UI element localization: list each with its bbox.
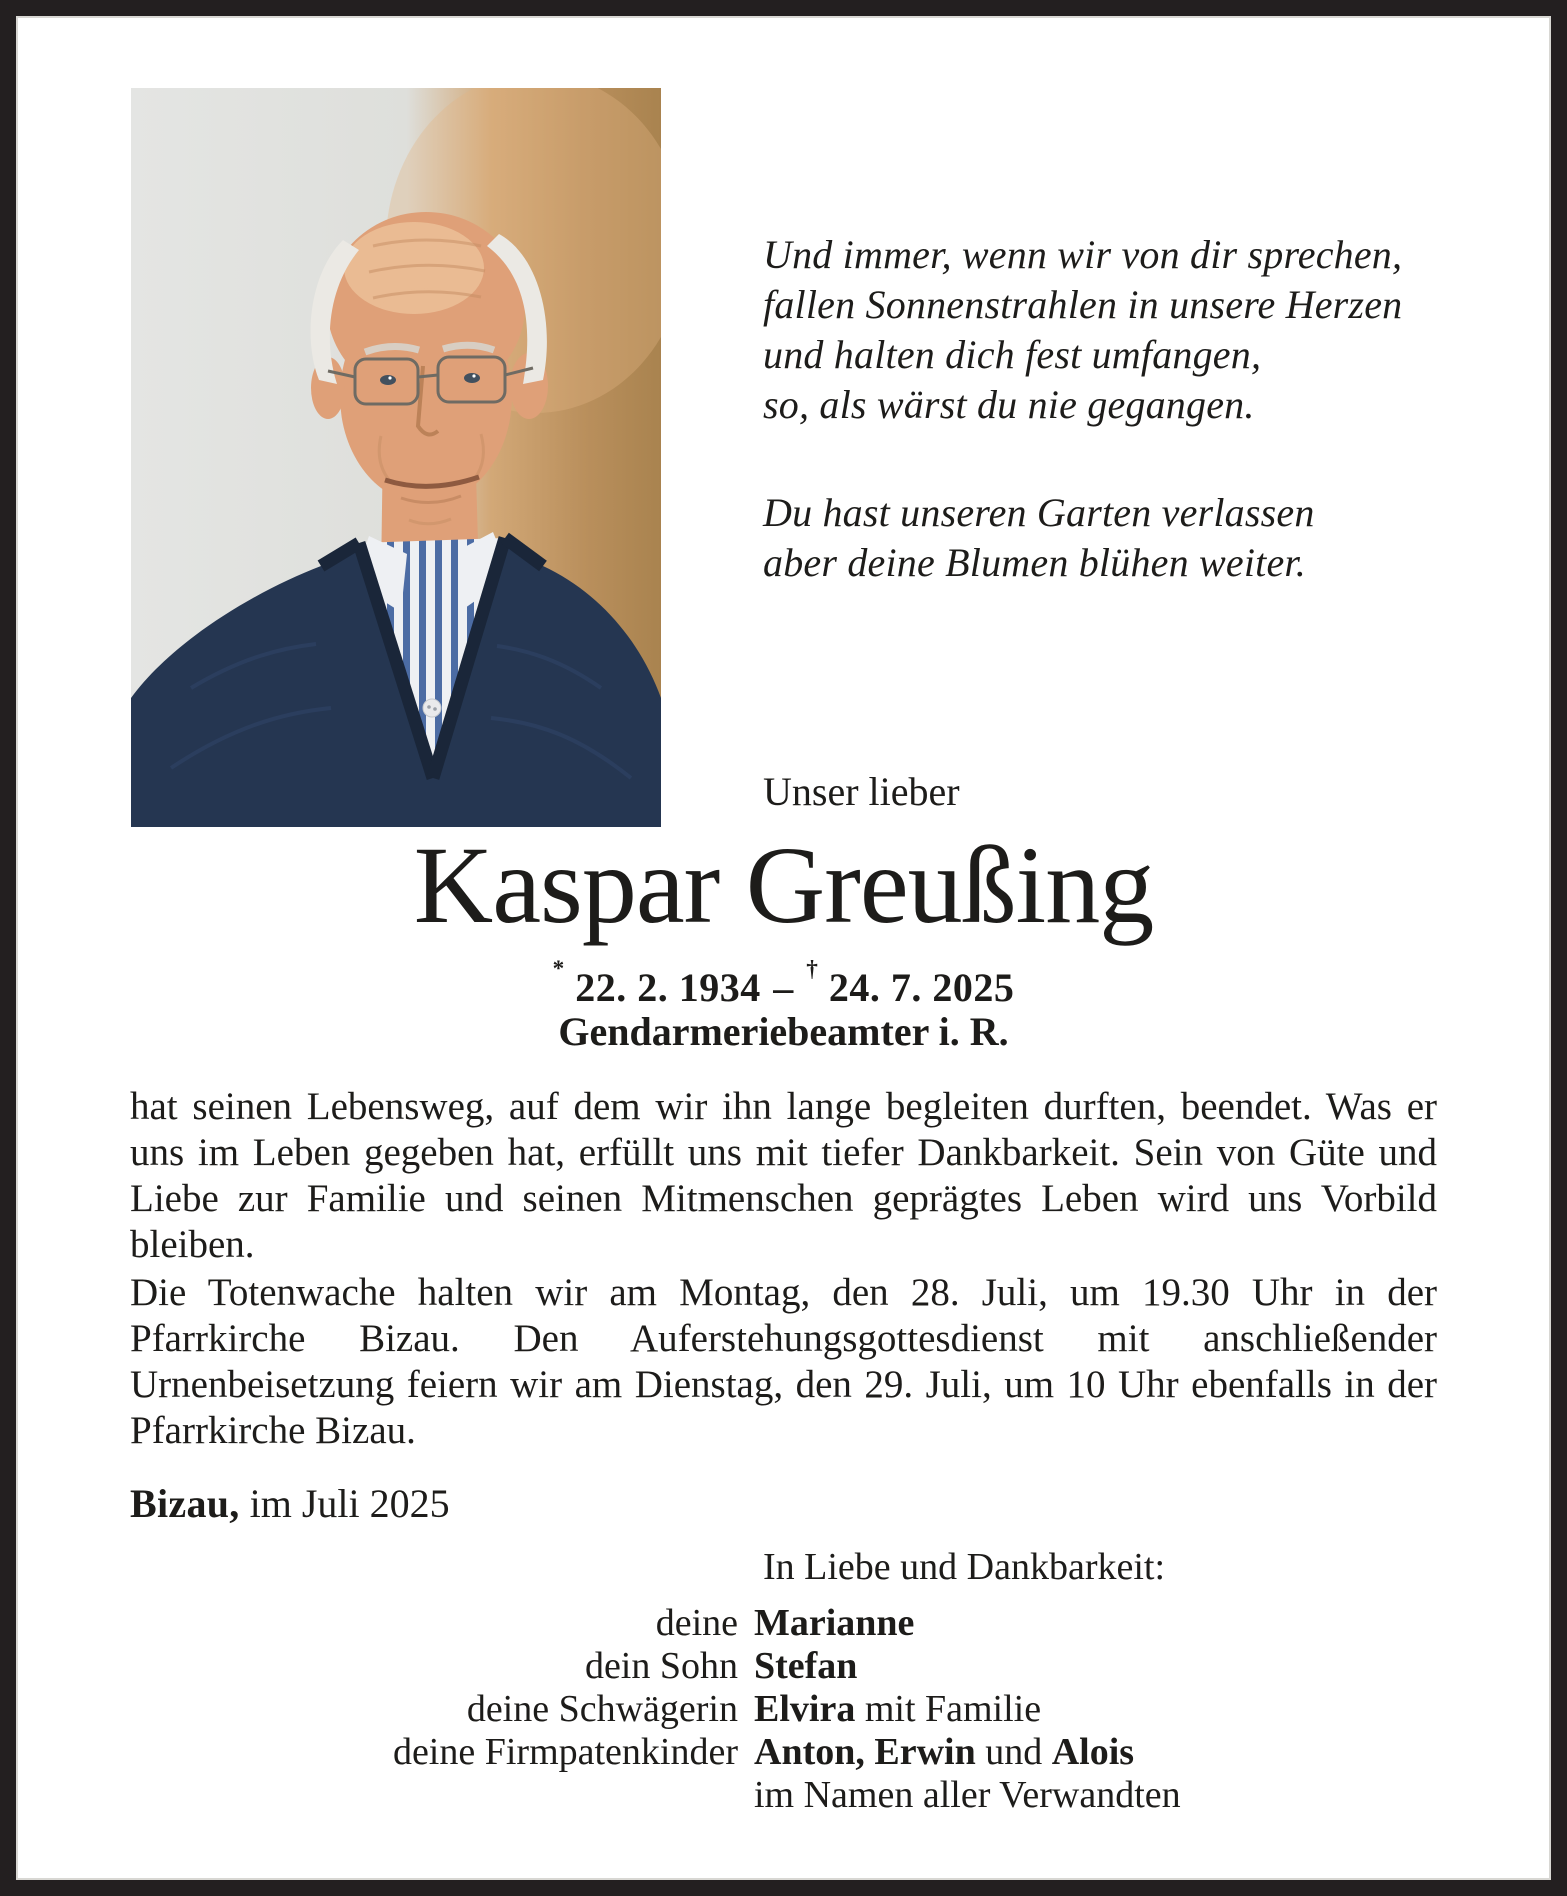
poem-line: so, als wärst du nie gegangen.	[763, 382, 1255, 427]
death-symbol: †	[806, 956, 819, 983]
signoff-relation	[130, 1774, 738, 1817]
signoff-row	[130, 1688, 1437, 1731]
signoff-closing: im Namen aller Verwandten	[754, 1774, 1181, 1816]
poem-line: Du hast unseren Garten verlassen	[763, 490, 1315, 535]
poem-line: fallen Sonnenstrahlen in unsere Herzen	[763, 282, 1403, 327]
signoff-names: Anton, Erwin und Alois	[754, 1731, 1135, 1773]
signoff-heading: In Liebe und Dankbarkeit:	[763, 1546, 1166, 1588]
signoff-names: Elvira mit Familie	[754, 1688, 1042, 1730]
profession: Gendarmeriebeamter i. R.	[558, 1009, 1009, 1054]
signoff-row	[130, 1602, 1437, 1645]
poem-stanza-1	[763, 230, 1463, 430]
signoff-names: Marianne	[754, 1602, 915, 1644]
signoff-list	[130, 1602, 1437, 1817]
poem-line: Und immer, wenn wir von dir sprechen,	[763, 232, 1403, 277]
signoff-relation: deine Firmpatenkinder	[392, 1731, 738, 1773]
dateline-date: im Juli 2025	[249, 1481, 450, 1526]
services-paragraph: Die Totenwache halten wir am Montag, den 28. Juli, um 19.30 Uhr in der Pfarrkirche Bizau. Den Auferstehungsgottesdienst mit anschließender Urnenbeisetzung feiern wir am Dienstag, den 29. Juli, um 10 Uhr ebenfalls in der Pfarrkirche Bizau.	[130, 1271, 1437, 1452]
signoff-row	[130, 1731, 1437, 1774]
signoff-row	[130, 1645, 1437, 1688]
dateline-place: Bizau,	[130, 1481, 240, 1526]
signoff-relation: dein Sohn	[584, 1645, 738, 1687]
birth-date: 22. 2. 1934	[575, 965, 761, 1010]
signoff-relation: deine Schwägerin	[466, 1688, 738, 1730]
signoff-names: Stefan	[754, 1645, 858, 1687]
life-dates	[130, 956, 1437, 1011]
deceased-name: Kaspar Greußing	[413, 824, 1154, 946]
poem-line: aber deine Blumen blühen weiter.	[763, 540, 1306, 585]
signoff-relation: deine	[655, 1602, 738, 1644]
obituary-paragraph: hat seinen Lebensweg, auf dem wir ihn lange begleiten durften, beendet. Was er uns im Leben gegeben hat, erfüllt uns mit tiefer Dankbarkeit. Sein von Güte und Liebe zur Familie und seinen Mitmenschen geprägtes Leben wird uns Vorbild bleiben.	[130, 1085, 1437, 1266]
death-date: 24. 7. 2025	[828, 965, 1015, 1010]
intro-label: Unser lieber	[763, 769, 960, 814]
poem-stanza-2	[763, 488, 1463, 588]
dateline	[130, 1480, 450, 1527]
signoff-row	[130, 1774, 1437, 1817]
memorial-poem	[763, 230, 1463, 588]
birth-symbol: *	[552, 956, 565, 983]
date-separator: –	[773, 965, 794, 1010]
portrait-photo	[131, 88, 661, 827]
poem-line: und halten dich fest umfangen,	[763, 332, 1262, 377]
